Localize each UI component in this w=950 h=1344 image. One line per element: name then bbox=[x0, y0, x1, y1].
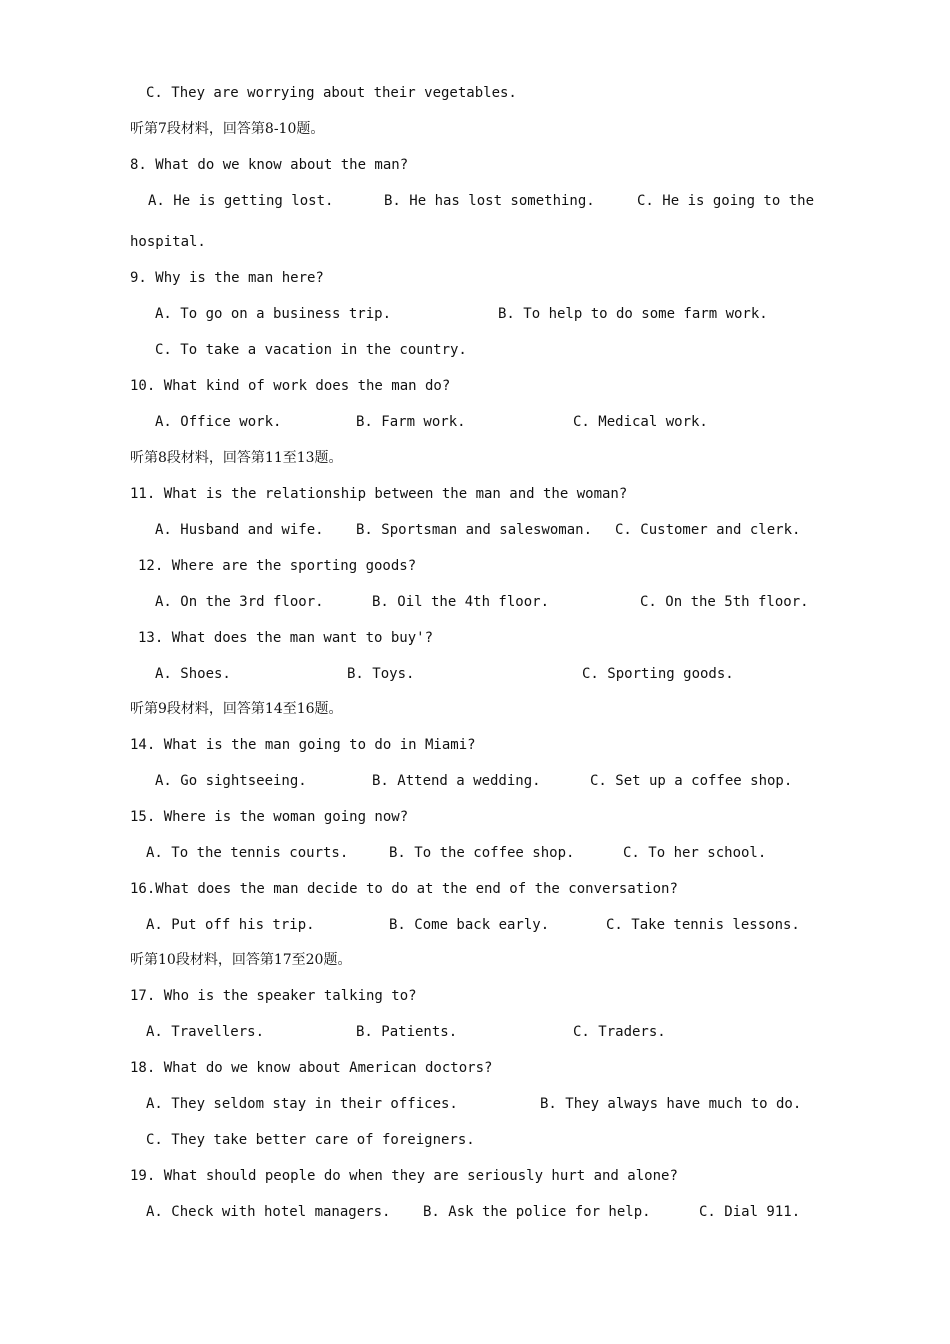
option-13a: A. Shoes. bbox=[155, 666, 231, 682]
option-17a: A. Travellers. bbox=[146, 1024, 265, 1040]
section-header-7: 听第7段材料，回答第8-10题。 bbox=[130, 121, 325, 137]
question-19: 19. What should people do when they are seriously hurt and alone? bbox=[130, 1168, 678, 1184]
option-8c-continued: hospital. bbox=[130, 234, 206, 250]
section-header-8: 听第8段材料，回答第11至13题。 bbox=[130, 450, 343, 466]
question-9: 9. Why is the man here? bbox=[130, 270, 324, 286]
option-11b: B. Sportsman and saleswoman. bbox=[356, 522, 593, 538]
option-13c: C. Sporting goods. bbox=[582, 666, 734, 682]
question-10: 10. What kind of work does the man do? bbox=[130, 378, 451, 394]
option-19c: C. Dial 911. bbox=[699, 1204, 801, 1220]
option-9a: A. To go on a business trip. bbox=[155, 306, 392, 322]
option-10c: C. Medical work. bbox=[573, 414, 708, 430]
option-16c: C. Take tennis lessons. bbox=[606, 917, 800, 933]
option-13b: B. Toys. bbox=[347, 666, 415, 682]
option-10a: A. Office work. bbox=[155, 414, 282, 430]
section-header-9: 听第9段材料，回答第14至16题。 bbox=[130, 701, 343, 717]
question-13: 13. What does the man want to buy'? bbox=[138, 630, 434, 646]
question-16: 16.What does the man decide to do at the end of the conversation? bbox=[130, 881, 678, 897]
question-8: 8. What do we know about the man? bbox=[130, 157, 409, 173]
option-18a: A. They seldom stay in their offices. bbox=[146, 1096, 458, 1112]
option-15c: C. To her school. bbox=[623, 845, 767, 861]
option-11a: A. Husband and wife. bbox=[155, 522, 324, 538]
question-14: 14. What is the man going to do in Miami? bbox=[130, 737, 476, 753]
option-8a: A. He is getting lost. bbox=[148, 193, 334, 209]
option-10b: B. Farm work. bbox=[356, 414, 466, 430]
option-16b: B. Come back early. bbox=[389, 917, 550, 933]
option-9b: B. To help to do some farm work. bbox=[498, 306, 768, 322]
option-19b: B. Ask the police for help. bbox=[423, 1204, 651, 1220]
option-12c: C. On the 5th floor. bbox=[640, 594, 809, 610]
option-18b: B. They always have much to do. bbox=[540, 1096, 802, 1112]
option-15a: A. To the tennis courts. bbox=[146, 845, 349, 861]
option-7c: C. They are worrying about their vegetables. bbox=[146, 85, 517, 101]
question-11: 11. What is the relationship between the man and the woman? bbox=[130, 486, 628, 502]
question-12: 12. Where are the sporting goods? bbox=[138, 558, 417, 574]
option-17c: C. Traders. bbox=[573, 1024, 666, 1040]
option-12a: A. On the 3rd floor. bbox=[155, 594, 324, 610]
option-11c: C. Customer and clerk. bbox=[615, 522, 801, 538]
option-12b: B. Oil the 4th floor. bbox=[372, 594, 550, 610]
option-15b: B. To the coffee shop. bbox=[389, 845, 575, 861]
option-14c: C. Set up a coffee shop. bbox=[590, 773, 793, 789]
question-15: 15. Where is the woman going now? bbox=[130, 809, 409, 825]
option-16a: A. Put off his trip. bbox=[146, 917, 315, 933]
question-17: 17. Who is the speaker talking to? bbox=[130, 988, 417, 1004]
option-18c: C. They take better care of foreigners. bbox=[146, 1132, 475, 1148]
option-17b: B. Patients. bbox=[356, 1024, 458, 1040]
option-8b: B. He has lost something. bbox=[384, 193, 595, 209]
option-19a: A. Check with hotel managers. bbox=[146, 1204, 391, 1220]
option-14a: A. Go sightseeing. bbox=[155, 773, 307, 789]
question-18: 18. What do we know about American doctors? bbox=[130, 1060, 493, 1076]
option-14b: B. Attend a wedding. bbox=[372, 773, 541, 789]
section-header-10: 听第10段材料，回答第17至20题。 bbox=[130, 952, 352, 968]
option-8c: C. He is going to the bbox=[637, 193, 815, 209]
option-9c: C. To take a vacation in the country. bbox=[155, 342, 467, 358]
